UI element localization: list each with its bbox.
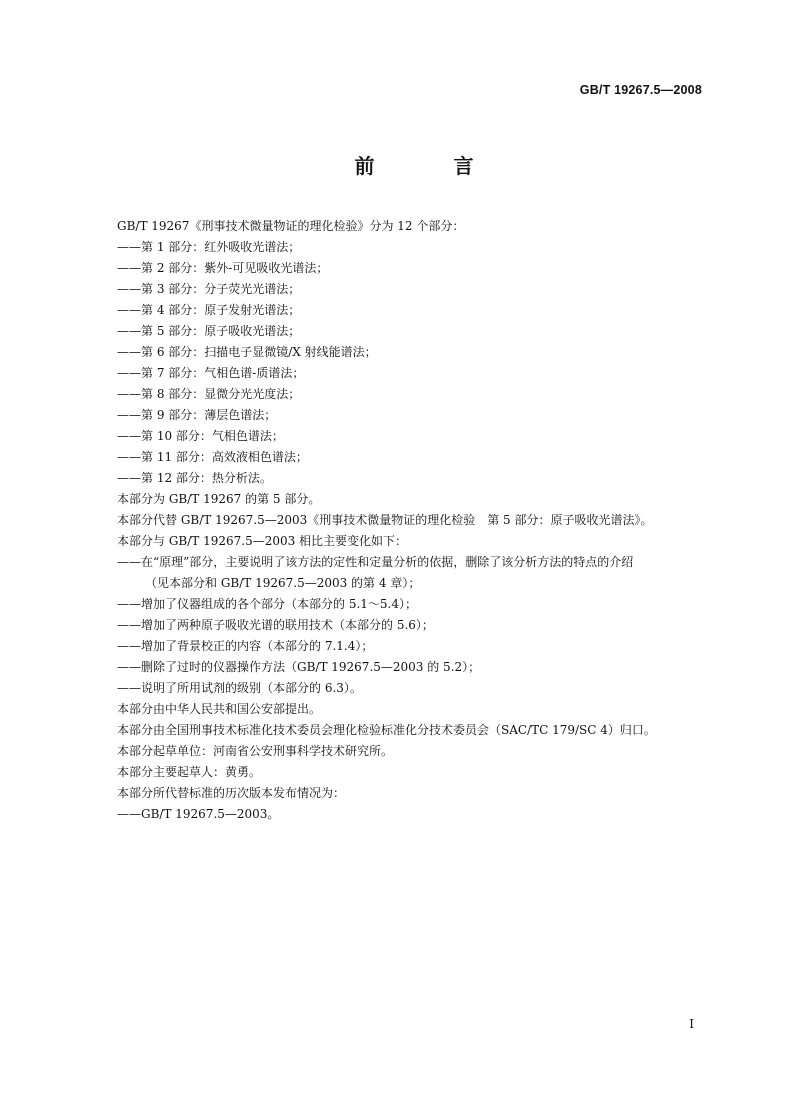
page-title: 前 言: [354, 154, 510, 178]
part-item: ——第 10 部分：气相色谱法；: [117, 429, 284, 443]
change-item-continuation: （见本部分和 GB/T 19267.5—2003 的第 4 章）；: [145, 576, 421, 590]
history-item: ——GB/T 19267.5—2003。: [117, 807, 280, 821]
change-item: ——说明了所用试剂的级别（本部分的 6.3）。: [117, 681, 362, 695]
intro-paragraph: GB/T 19267《刑事技术微量物证的理化检验》分为 12 个部分：: [117, 219, 465, 233]
part-item: ——第 6 部分：扫描电子显微镜/X 射线能谱法；: [117, 345, 377, 359]
this-part-paragraph: 本部分为 GB/T 19267 的第 5 部分。: [117, 492, 321, 506]
part-item: ——第 7 部分：气相色谱-质谱法；: [117, 366, 305, 380]
part-item: ——第 8 部分：显微分光光度法；: [117, 387, 301, 401]
changes-intro-paragraph: 本部分与 GB/T 19267.5—2003 相比主要变化如下：: [117, 534, 408, 548]
change-item: ——在“原理”部分，主要说明了该方法的定性和定量分析的依据，删除了该分析方法的特点的介绍: [117, 555, 634, 569]
part-item: ——第 12 部分：热分析法。: [117, 471, 272, 485]
standard-code: GB/T 19267.5—2008: [579, 83, 702, 97]
part-item: ——第 9 部分：薄层色谱法；: [117, 408, 277, 422]
managed-by-paragraph: 本部分由全国刑事技术标准化技术委员会理化检验标准化分技术委员会（SAC/TC 179/SC 4）归口。: [117, 723, 656, 737]
part-item: ——第 2 部分：紫外-可见吸收光谱法；: [117, 261, 329, 275]
change-item: ——删除了过时的仪器操作方法（GB/T 19267.5—2003 的 5.2）；: [117, 660, 481, 674]
drafters-paragraph: 本部分主要起草人：黄勇。: [117, 765, 262, 779]
page-number: I: [689, 1017, 694, 1031]
change-item: ——增加了背景校正的内容（本部分的 7.1.4）；: [117, 639, 374, 653]
part-item: ——第 3 部分：分子荧光光谱法；: [117, 282, 301, 296]
history-intro-paragraph: 本部分所代替标准的历次版本发布情况为：: [117, 786, 346, 800]
part-item: ——第 4 部分：原子发射光谱法；: [117, 303, 301, 317]
replaces-paragraph: 本部分代替 GB/T 19267.5—2003《刑事技术微量物证的理化检验 第 5 部分：原子吸收光谱法》。: [117, 513, 653, 527]
part-item: ——第 11 部分：高效液相色谱法；: [117, 450, 308, 464]
change-item: ——增加了两种原子吸收光谱的联用技术（本部分的 5.6）；: [117, 618, 434, 632]
foreword-body: [90, 216, 704, 825]
drafting-unit-paragraph: 本部分起草单位：河南省公安刑事科学技术研究所。: [117, 744, 394, 758]
part-item: ——第 1 部分：红外吸收光谱法；: [117, 240, 301, 254]
part-item: ——第 5 部分：原子吸收光谱法；: [117, 324, 301, 338]
proposed-by-paragraph: 本部分由中华人民共和国公安部提出。: [117, 702, 322, 716]
change-item: ——增加了仪器组成的各个部分（本部分的 5.1～5.4）；: [117, 597, 417, 611]
